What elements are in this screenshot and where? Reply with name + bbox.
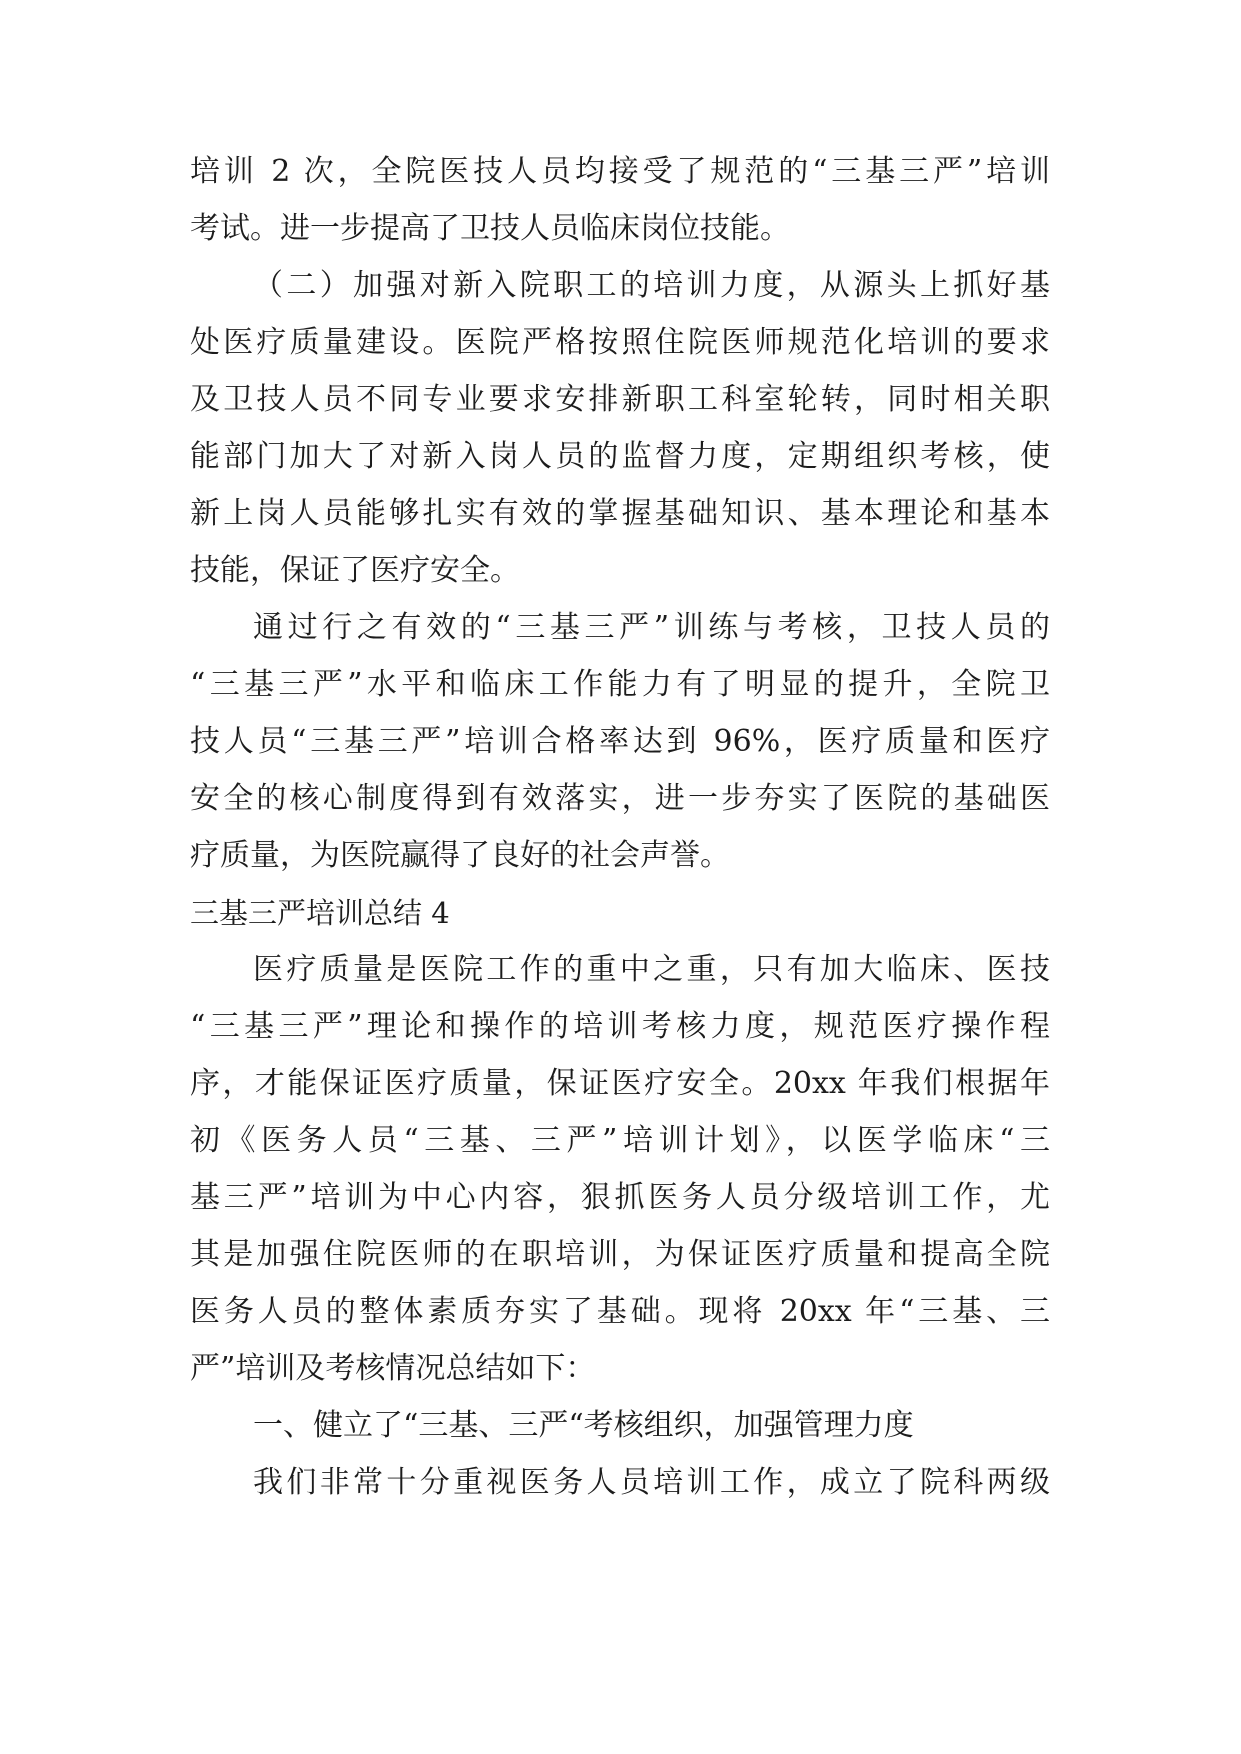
- text-line: 培训 2 次，全院医技人员均接受了规范的“三基三严”培训: [190, 154, 1050, 189]
- text-line: 考试。进一步提高了卫技人员临床岗位技能。: [190, 211, 790, 246]
- text-line: 医务人员的整体素质夯实了基础。现将 20xx 年“三基、三: [190, 1294, 1050, 1329]
- text-line: 疗质量，为医院赢得了良好的社会声誉。: [190, 838, 730, 873]
- text-line: 通过行之有效的“三基三严”训练与考核，卫技人员的: [253, 610, 1050, 645]
- text-line: 新上岗人员能够扎实有效的掌握基础知识、基本理论和基本: [190, 496, 1050, 531]
- text-line: 初《医务人员“三基、三严”培训计划》，以医学临床“三: [190, 1123, 1050, 1158]
- text-line: 技人员“三基三严”培训合格率达到 96%，医疗质量和医疗: [190, 724, 1050, 759]
- section-heading: 三基三严培训总结 4: [190, 896, 450, 930]
- text-line: “三基三严”理论和操作的培训考核力度，规范医疗操作程: [190, 1009, 1050, 1044]
- text-line: 序，才能保证医疗质量，保证医疗安全。20xx 年我们根据年: [190, 1066, 1050, 1101]
- text-line: 技能，保证了医疗安全。: [190, 553, 520, 588]
- text-line: 医疗质量是医院工作的重中之重，只有加大临床、医技: [253, 952, 1050, 987]
- text-line: （二）加强对新入院职工的培训力度，从源头上抓好基: [253, 268, 1050, 303]
- text-line: “三基三严”水平和临床工作能力有了明显的提升，全院卫: [190, 667, 1050, 702]
- text-line: 一、健立了“三基、三严“考核组织，加强管理力度: [253, 1408, 914, 1443]
- text-line: 我们非常十分重视医务人员培训工作，成立了院科两级: [253, 1465, 1050, 1500]
- text-line: 及卫技人员不同专业要求安排新职工科室轮转，同时相关职: [190, 382, 1050, 417]
- text-line: 基三严”培训为中心内容，狠抓医务人员分级培训工作，尤: [190, 1180, 1050, 1215]
- text-line: 严”培训及考核情况总结如下：: [190, 1351, 596, 1386]
- text-line: 其是加强住院医师的在职培训，为保证医疗质量和提高全院: [190, 1237, 1050, 1272]
- text-line: 安全的核心制度得到有效落实，进一步夯实了医院的基础医: [190, 781, 1050, 816]
- text-line: 能部门加大了对新入岗人员的监督力度，定期组织考核，使: [190, 439, 1050, 474]
- text-line: 处医疗质量建设。医院严格按照住院医师规范化培训的要求: [190, 325, 1050, 360]
